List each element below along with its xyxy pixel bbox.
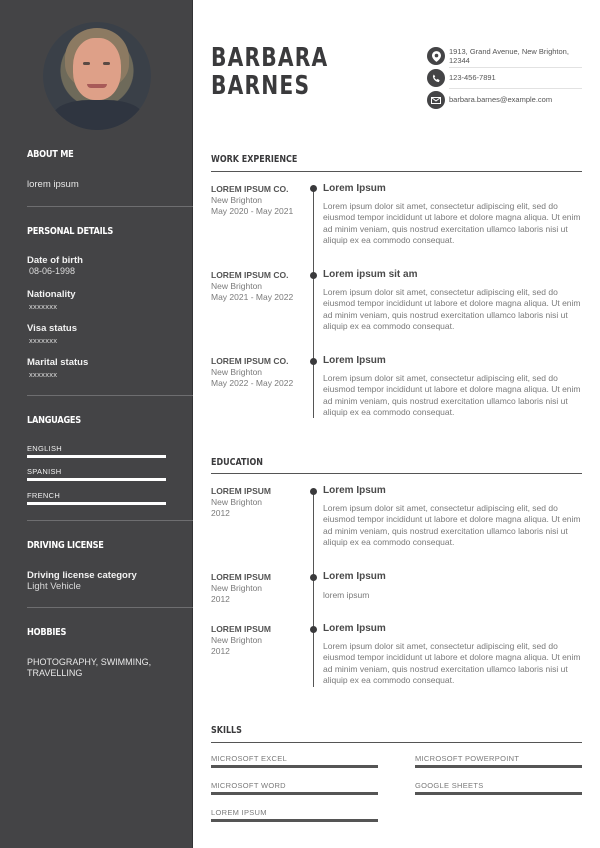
timeline-dot	[310, 272, 317, 279]
dob-value: 08-06-1998	[29, 266, 76, 276]
edu-org: LOREM IPSUM	[211, 572, 271, 582]
envelope-icon	[427, 91, 445, 109]
timeline-dot	[310, 358, 317, 365]
personal-details-heading: PERSONAL DETAILS	[27, 226, 114, 237]
skill-word-bar	[211, 792, 378, 795]
section-rule	[211, 742, 582, 743]
edu-title: Lorem Ipsum	[323, 623, 386, 634]
edu-title: Lorem Ipsum	[323, 485, 386, 496]
edu-location: New Brighton	[211, 635, 263, 645]
work-location: New Brighton	[211, 281, 263, 291]
map-pin-icon	[427, 47, 445, 65]
divider	[27, 395, 193, 396]
skill-google-sheets-bar	[415, 792, 582, 795]
edu-dates: 2012	[211, 646, 230, 656]
driving-license-heading: DRIVING LICENSE	[27, 540, 104, 551]
skill-powerpoint: MICROSOFT POWERPOINT	[415, 754, 520, 763]
marital-label: Marital status	[27, 357, 89, 368]
skill-lorem-ipsum: LOREM IPSUM	[211, 808, 267, 817]
visa-value: xxxxxxx	[29, 336, 58, 345]
skill-excel-bar	[211, 765, 378, 768]
work-location: New Brighton	[211, 195, 263, 205]
edu-title: Lorem Ipsum	[323, 571, 386, 582]
sidebar	[0, 0, 193, 848]
work-dates: May 2020 - May 2021	[211, 206, 294, 216]
divider	[27, 206, 193, 207]
divider	[27, 607, 193, 608]
hobbies-line-2: TRAVELLING	[27, 668, 83, 678]
contact-phone	[427, 69, 581, 87]
contact-divider	[449, 67, 582, 68]
section-rule	[211, 473, 582, 474]
edu-org: LOREM IPSUM	[211, 624, 271, 634]
work-desc: Lorem ipsum dolor sit amet, consectetur adipiscing elit, sed do eiusmod tempor incididunt ut labore et dolore magna aliqua. Ut enim ad minim veniam, quis nostrud exercitation ullamco laboris nisi ut aliquip ex ea commodo consequat.	[323, 287, 581, 331]
education-timeline	[313, 491, 314, 687]
dob-label: Date of birth	[27, 255, 83, 266]
edu-dates: 2012	[211, 508, 230, 518]
driving-license-label: Driving license category	[27, 570, 137, 581]
work-org: LOREM IPSUM CO.	[211, 184, 289, 194]
language-english-bar	[27, 455, 166, 458]
nationality-value: xxxxxxx	[29, 302, 58, 311]
skill-lorem-ipsum-bar	[211, 819, 378, 822]
timeline-dot	[310, 488, 317, 495]
contact-email	[427, 91, 581, 109]
email-text: barbara.barnes@example.com	[449, 95, 553, 104]
language-french: FRENCH	[27, 491, 61, 500]
last-name: BARNES	[211, 71, 311, 101]
work-title: Lorem ipsum sit am	[323, 269, 418, 280]
phone-text: 123-456-7891	[449, 73, 496, 82]
section-rule	[211, 171, 582, 172]
profile-photo	[43, 22, 151, 130]
language-english: ENGLISH	[27, 444, 63, 453]
work-title: Lorem Ipsum	[323, 355, 386, 366]
edu-location: New Brighton	[211, 497, 263, 507]
language-spanish: SPANISH	[27, 467, 62, 476]
edu-org: LOREM IPSUM	[211, 486, 271, 496]
languages-heading: LANGUAGES	[27, 415, 81, 426]
work-location: New Brighton	[211, 367, 263, 377]
first-name: BARBARA	[211, 43, 329, 73]
work-org: LOREM IPSUM CO.	[211, 356, 289, 366]
education-heading: EDUCATION	[211, 457, 263, 468]
edu-desc: Lorem ipsum dolor sit amet, consectetur adipiscing elit, sed do eiusmod tempor incididunt ut labore et dolore magna aliqua. Ut enim ad minim veniam, quis nostrud exercitation ullamco laboris nisi ut aliquip ex ea commodo consequat.	[323, 503, 581, 547]
address-text: 1913, Grand Avenue, New Brighton, 12344	[449, 47, 569, 65]
full-name	[211, 44, 328, 100]
visa-label: Visa status	[27, 323, 77, 334]
about-heading: ABOUT ME	[27, 149, 74, 160]
skill-word: MICROSOFT WORD	[211, 781, 286, 790]
marital-value: xxxxxxx	[29, 370, 58, 379]
work-dates: May 2021 - May 2022	[211, 292, 294, 302]
timeline-dot	[310, 185, 317, 192]
work-dates: May 2022 - May 2022	[211, 378, 294, 388]
skills-heading: SKILLS	[211, 725, 242, 736]
edu-dates: 2012	[211, 594, 230, 604]
work-timeline	[313, 188, 314, 418]
language-spanish-bar	[27, 478, 166, 481]
edu-desc: Lorem ipsum dolor sit amet, consectetur adipiscing elit, sed do eiusmod tempor incididunt ut labore et dolore magna aliqua. Ut enim ad minim veniam, quis nostrud exercitation ullamco laboris nisi ut aliquip ex ea commodo consequat.	[323, 641, 581, 685]
work-desc: Lorem ipsum dolor sit amet, consectetur adipiscing elit, sed do eiusmod tempor incididunt ut labore et dolore magna aliqua. Ut enim ad minim veniam, quis nostrud exercitation ullamco laboris nisi ut aliquip ex ea commodo consequat.	[323, 373, 581, 417]
work-org: LOREM IPSUM CO.	[211, 270, 289, 280]
divider	[27, 520, 193, 521]
phone-icon	[427, 69, 445, 87]
hobbies-line-1: PHOTOGRAPHY, SWIMMING,	[27, 657, 152, 667]
language-french-bar	[27, 502, 166, 505]
timeline-dot	[310, 626, 317, 633]
contact-address	[427, 47, 581, 65]
contact-divider	[449, 88, 582, 89]
work-desc: Lorem ipsum dolor sit amet, consectetur adipiscing elit, sed do eiusmod tempor incididunt ut labore et dolore magna aliqua. Ut enim ad minim veniam, quis nostrud exercitation ullamco laboris nisi ut aliquip ex ea commodo consequat.	[323, 201, 581, 245]
edu-desc: lorem ipsum	[323, 590, 370, 600]
about-text: lorem ipsum	[27, 179, 79, 190]
skill-excel: MICROSOFT EXCEL	[211, 754, 288, 763]
work-title: Lorem Ipsum	[323, 183, 386, 194]
skill-powerpoint-bar	[415, 765, 582, 768]
timeline-dot	[310, 574, 317, 581]
hobbies-heading: HOBBIES	[27, 627, 67, 638]
edu-location: New Brighton	[211, 583, 263, 593]
skill-google-sheets: GOOGLE SHEETS	[415, 781, 484, 790]
nationality-label: Nationality	[27, 289, 76, 300]
work-experience-heading: WORK EXPERIENCE	[211, 154, 298, 165]
driving-license-value: Light Vehicle	[27, 581, 81, 592]
